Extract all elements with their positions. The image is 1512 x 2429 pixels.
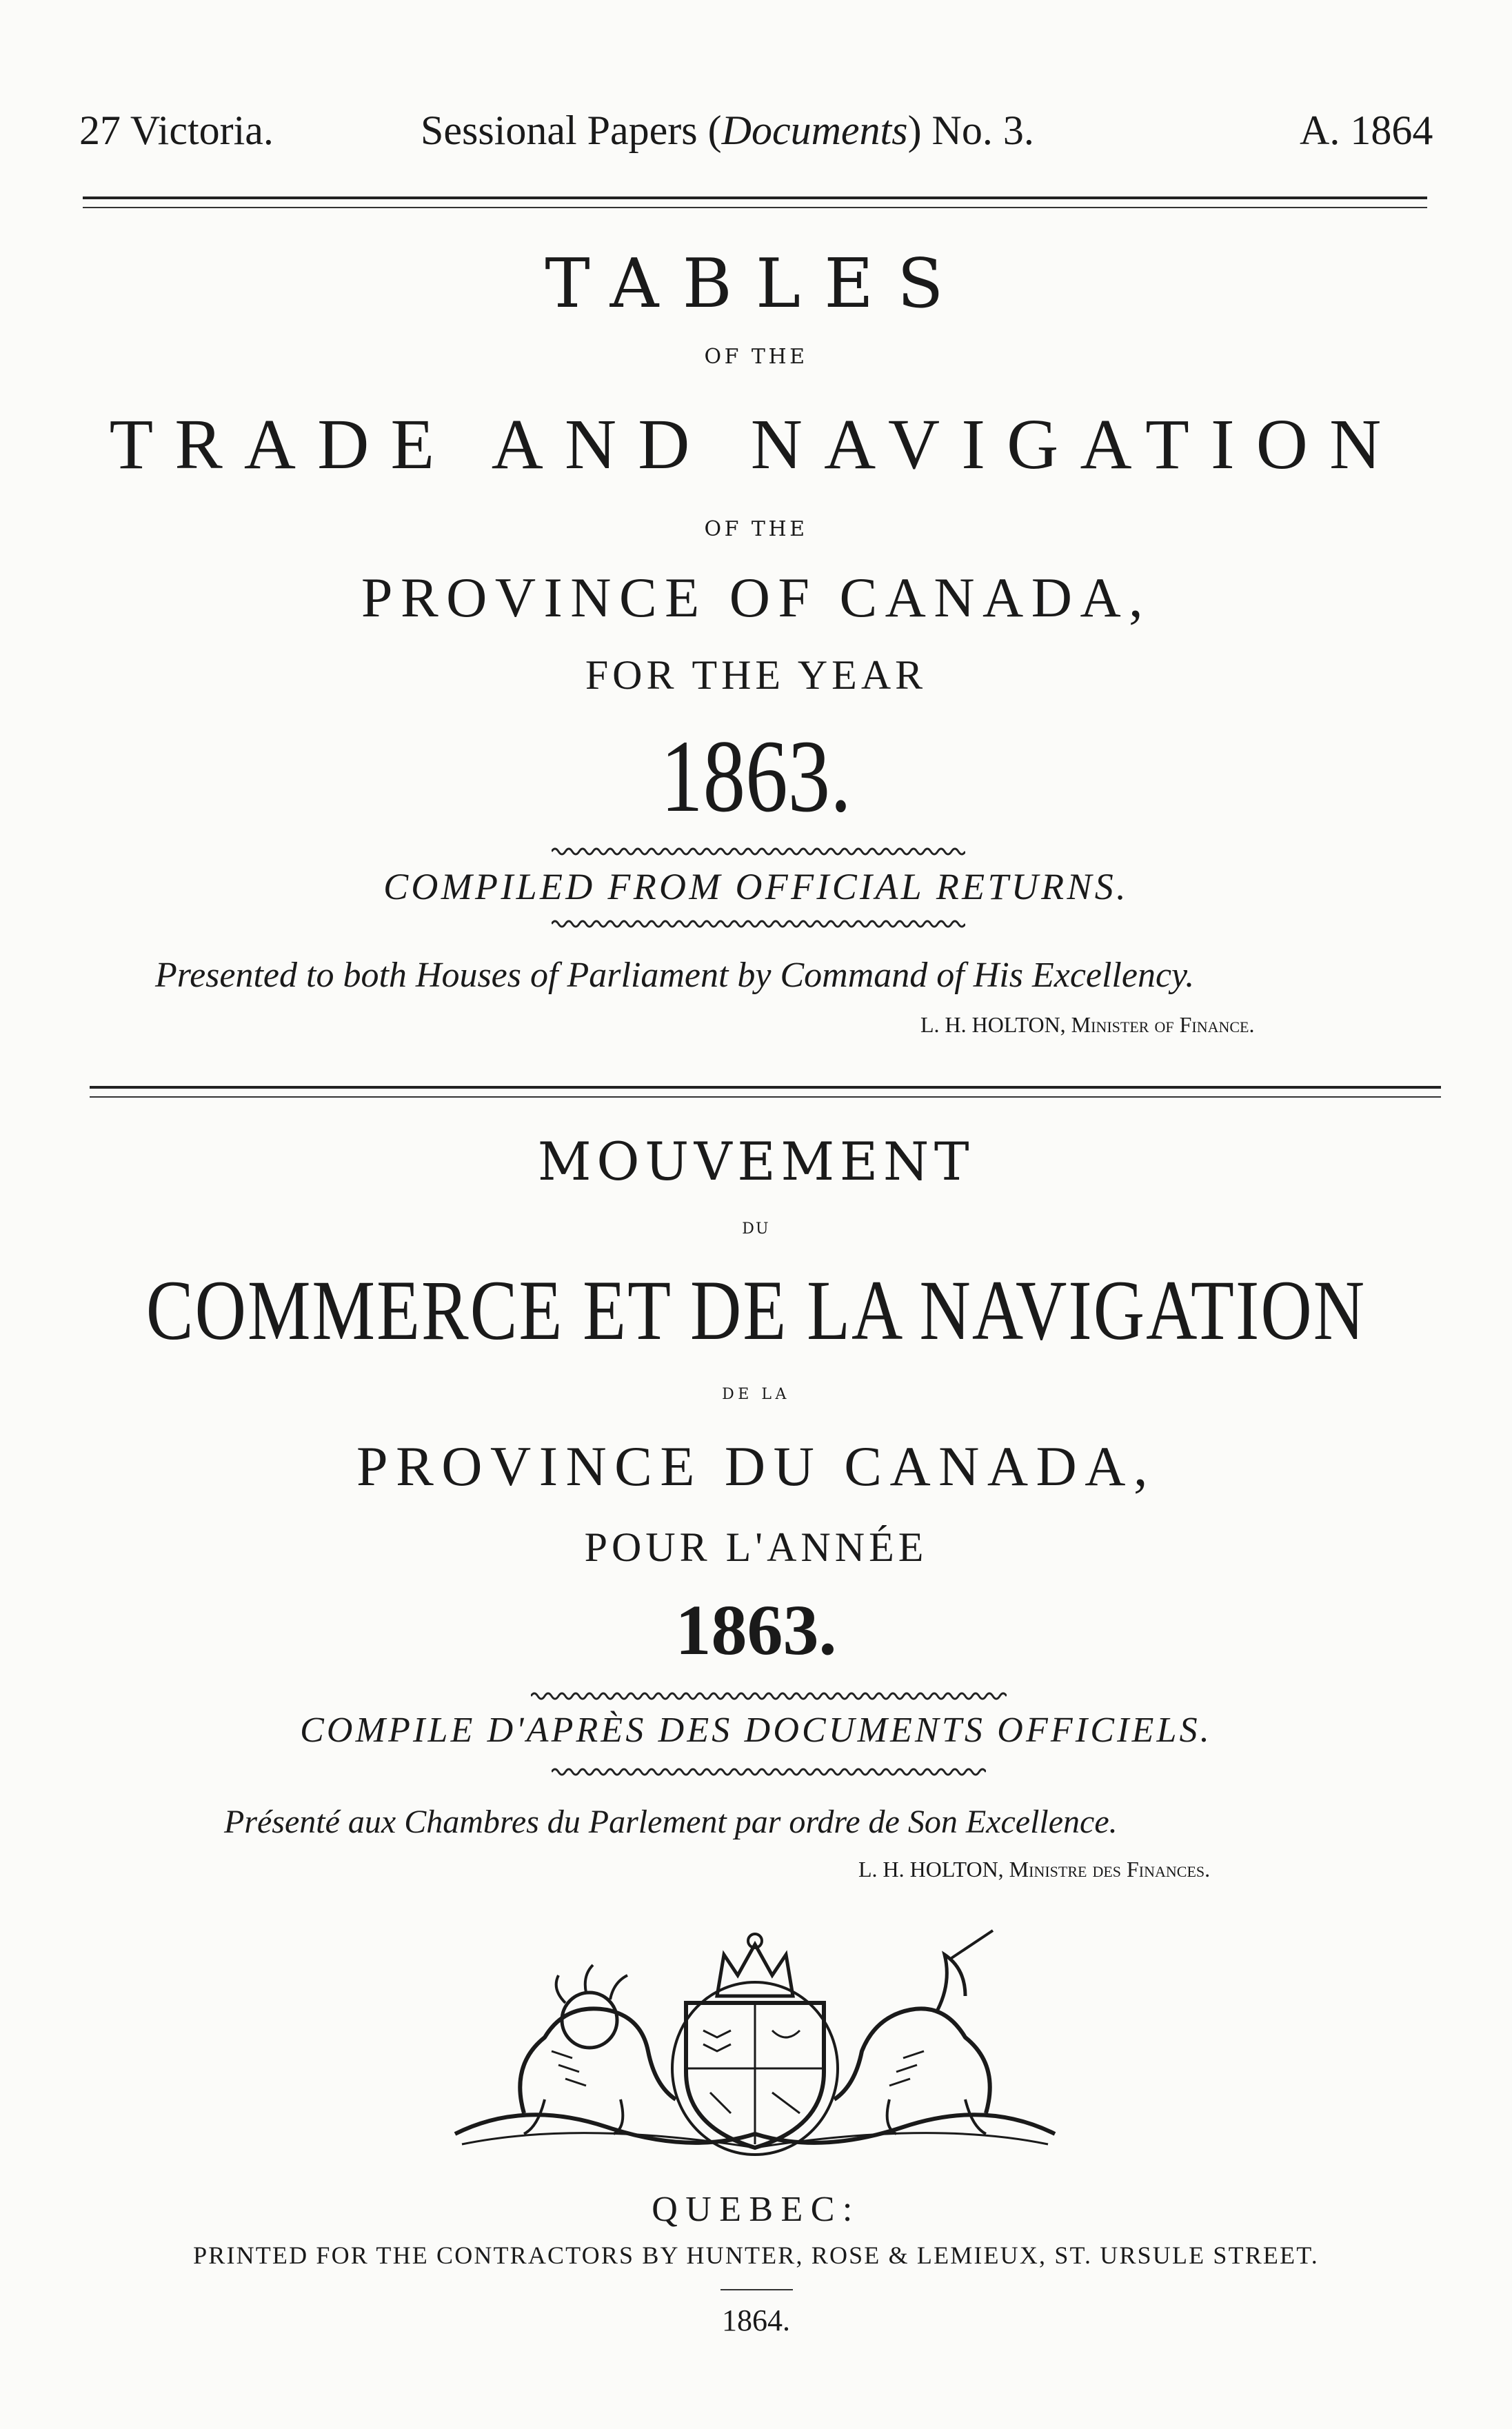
- wavy-rule-1: [552, 845, 965, 858]
- french-title-mouvement: MOUVEMENT: [537, 1131, 975, 1192]
- french-minister-title: Ministre des Finances.: [1009, 1857, 1211, 1882]
- french-compiled: COMPILE D'APRÈS DES DOCUMENTS OFFICIELS.: [300, 1711, 1212, 1750]
- french-du: DU: [742, 1220, 770, 1238]
- imprint-city: QUEBEC:: [652, 2190, 860, 2229]
- imprint-rule: [720, 2289, 793, 2290]
- english-title-for-year: FOR THE YEAR: [585, 652, 927, 698]
- english-title-trade-navigation: TRADE AND NAVIGATION: [109, 405, 1403, 484]
- top-rule-1: [83, 196, 1427, 199]
- english-of-the-2: OF THE: [704, 517, 808, 541]
- french-year: 1863.: [675, 1591, 837, 1670]
- french-de-la: DE LA: [722, 1386, 790, 1403]
- english-minister-title: Minister of Finance.: [1071, 1012, 1255, 1037]
- royal-coat-of-arms-icon: [441, 1927, 1069, 2161]
- middle-rule-2: [90, 1096, 1441, 1098]
- top-rule-2: [83, 207, 1427, 208]
- english-title-tables: TABLES: [545, 245, 967, 323]
- french-minister-name: L. H. HOLTON,: [858, 1857, 1004, 1882]
- wavy-rule-2: [552, 917, 965, 931]
- french-title-pour-annee: POUR L'ANNÉE: [584, 1524, 928, 1570]
- running-head-center: [421, 107, 1034, 162]
- running-head-left: 27 Victoria.: [79, 108, 274, 153]
- english-minister-name: L. H. HOLTON,: [920, 1012, 1066, 1037]
- imprint-year: 1864.: [722, 2304, 790, 2337]
- english-compiled: COMPILED FROM OFFICIAL RETURNS.: [383, 866, 1129, 907]
- english-of-the-1: OF THE: [704, 345, 808, 369]
- imprint-printer: PRINTED FOR THE CONTRACTORS BY HUNTER, ROSE & LEMIEUX, ST. URSULE STREET.: [193, 2241, 1319, 2269]
- wavy-rule-3: [531, 1689, 1007, 1703]
- english-title-province: PROVINCE OF CANADA,: [361, 566, 1151, 629]
- running-head-center-italic: Documents: [721, 108, 908, 153]
- french-minister: [858, 1857, 1210, 1882]
- middle-rule-1: [90, 1086, 1441, 1089]
- english-minister: [920, 1012, 1254, 1038]
- english-presented: Presented to both Houses of Parliament by Command of His Excellency.: [155, 956, 1195, 995]
- running-head-right: A. 1864: [1300, 108, 1433, 153]
- french-title-commerce: COMMERCE ET DE LA NAVIGATION: [145, 1263, 1367, 1358]
- french-presented: Présenté aux Chambres du Parlement par ordre de Son Excellence.: [224, 1804, 1118, 1840]
- english-year: 1863.: [661, 719, 851, 834]
- wavy-rule-4: [552, 1765, 986, 1779]
- running-head-center-suffix: ) No. 3.: [907, 108, 1034, 153]
- running-head-center-prefix: Sessional Papers (: [421, 108, 722, 153]
- french-title-province: PROVINCE DU CANADA,: [356, 1435, 1156, 1498]
